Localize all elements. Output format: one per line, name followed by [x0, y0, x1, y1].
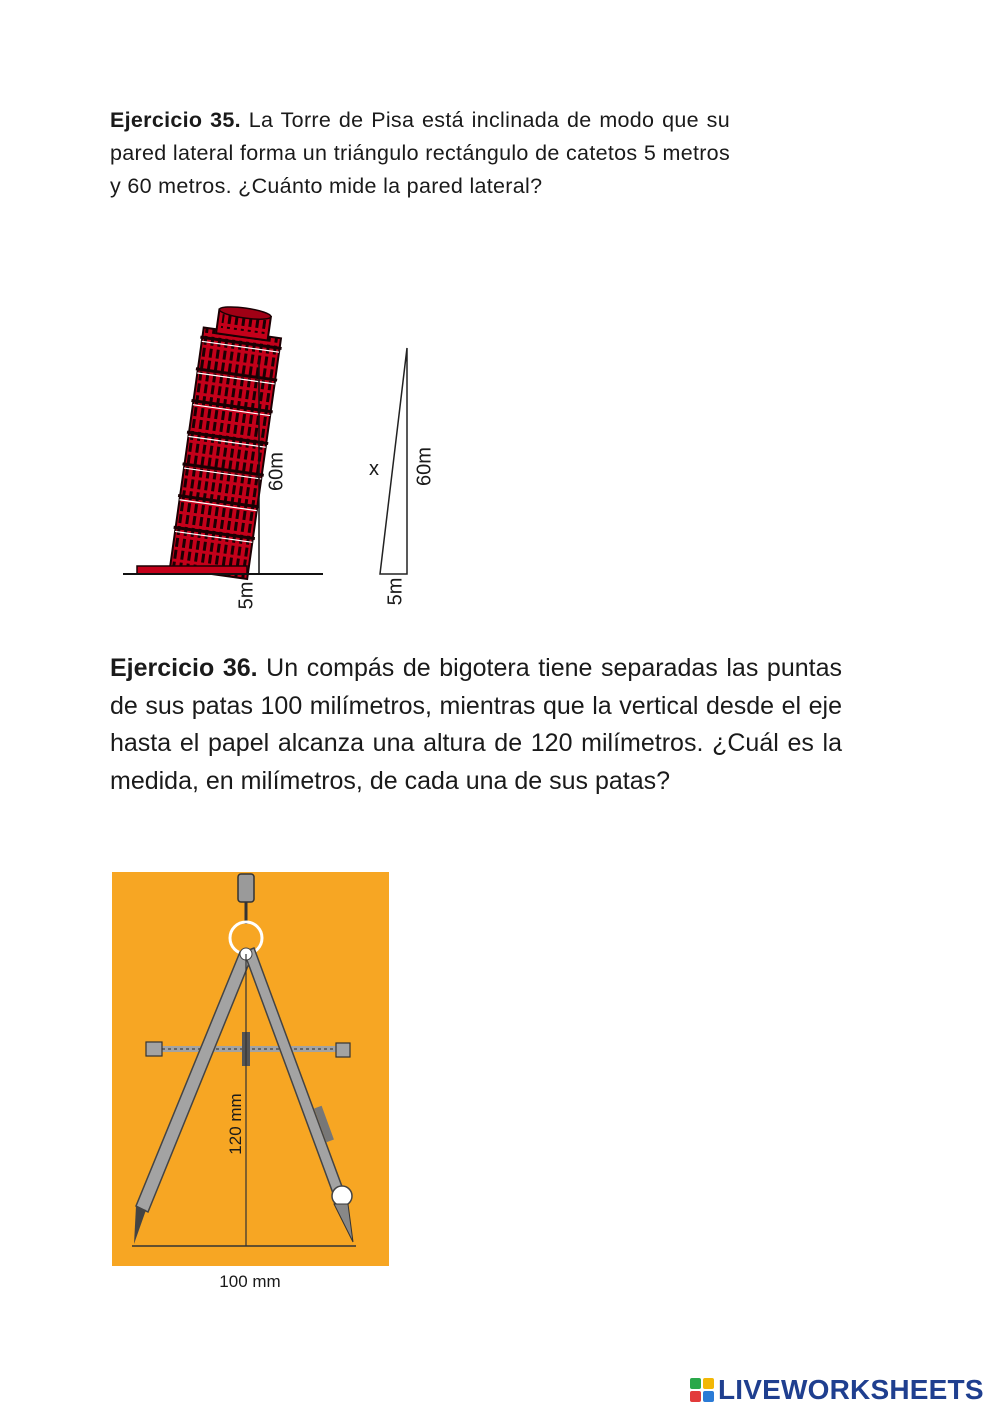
triangle-base-label: 5m — [384, 577, 407, 606]
exercise-35-body: La Torre de Pisa está inclinada de modo que su pared lateral forma un triángulo rectángulo de catetos 5 metros y 60 metros. ¿Cuánto mide la pared lateral? — [110, 108, 730, 198]
exercise-36-label: Ejercicio 36. — [110, 654, 258, 682]
triangle-hyp-label: x — [369, 458, 379, 480]
tower-base — [137, 566, 247, 574]
brand-name: LIVEWORKSHEETS — [718, 1374, 984, 1405]
exercise-35-label: Ejercicio 35. — [110, 108, 241, 132]
exercise-36-body: Un compás de bigotera tiene separadas las puntas de sus patas 100 milímetros, mientras que la vertical desde el eje hasta el papel alcanza una altura de 120 milímetros. ¿Cuál es la medida, en milímetros, de cada una de sus patas? — [110, 654, 842, 795]
compass-figure — [112, 872, 389, 1266]
tower-height-label: 60m — [265, 452, 288, 491]
compass-height-label: 120 mm — [226, 1093, 245, 1155]
compass-width-label: 100 mm — [219, 1272, 281, 1291]
exercise-36-text — [110, 650, 842, 800]
liveworksheets-icon — [690, 1378, 714, 1402]
tower-base-label: 5m — [235, 581, 258, 610]
compass-handle — [238, 874, 254, 902]
triangle-height-label: 60m — [413, 447, 436, 486]
exercise-35-text — [110, 104, 730, 203]
leaning-tower-figure — [115, 300, 335, 620]
compass-lead-holder — [332, 1186, 352, 1206]
liveworksheets-logo — [690, 1374, 984, 1406]
tower-illustration — [168, 302, 287, 579]
